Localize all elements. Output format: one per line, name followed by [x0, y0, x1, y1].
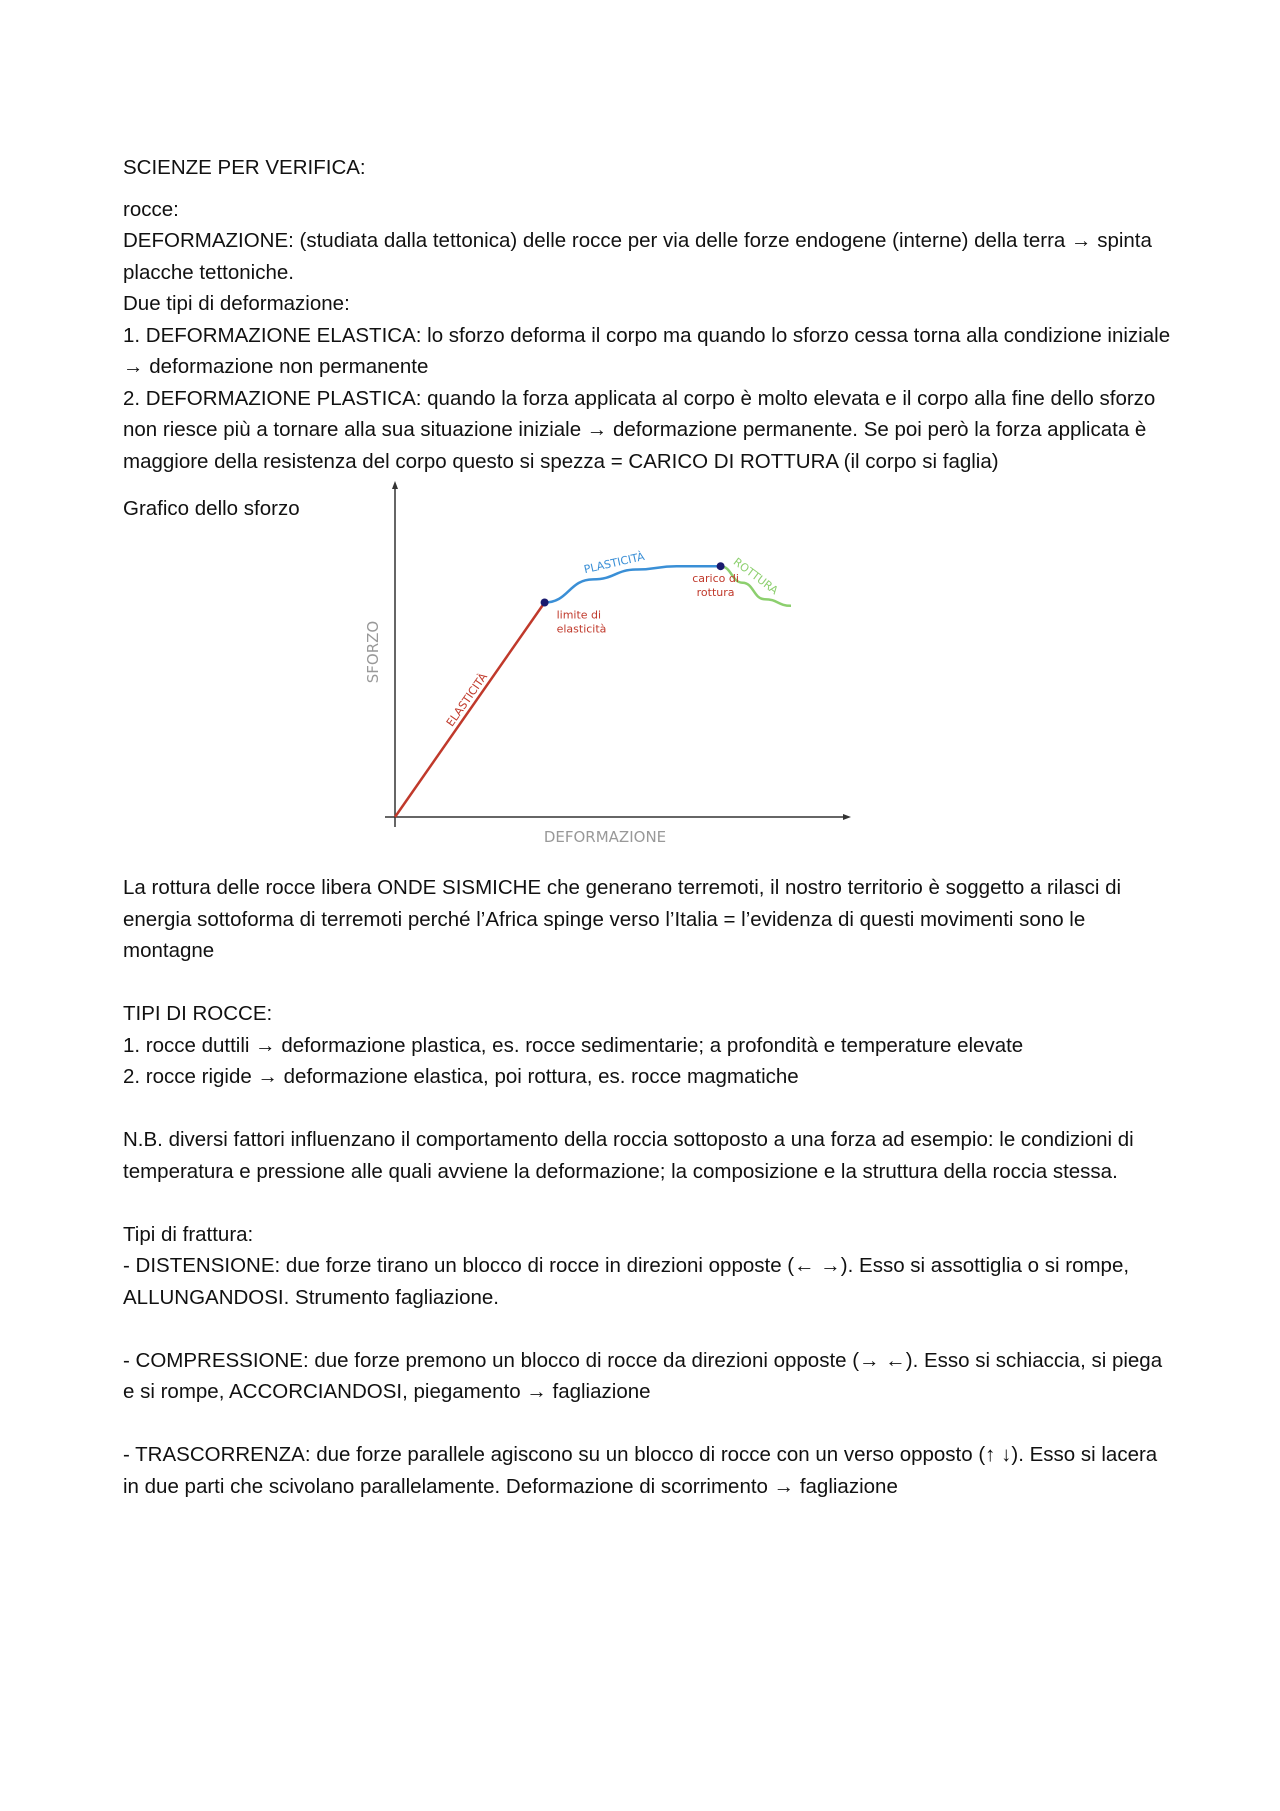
blank-line — [123, 967, 1173, 999]
list-item: 1. rocce duttili → deformazione plastica, es. rocce sedimentarie; a profondità e temperature elevate — [123, 1033, 1024, 1057]
paragraph: 1. DEFORMAZIONE ELASTICA: lo sforzo deforma il corpo ma quando lo sforzo cessa torna alla condizione iniziale → deformazione non permanente — [123, 323, 1171, 378]
document-title: SCIENZE PER VERIFICA: — [123, 156, 366, 179]
x-axis-arrow — [843, 814, 851, 820]
key-point-label-2: carico di — [692, 572, 739, 586]
paragraph: N.B. diversi fattori influenzano il comportamento della roccia sottoposto a una forza ad esempio: le condizioni di temperatura e pressione alle quali avviene la deformazione; la composizione e la struttura della roccia stessa. — [123, 1128, 1134, 1183]
paragraph: La rottura delle rocce libera ONDE SISMICHE che generano terremoti, il nostro territorio è soggetto a rilasci di energia sottoforma di terremoti perché l’Africa spinge verso l’Italia = l’evidenza di questi movimenti sono le montagne — [123, 876, 1122, 962]
list-item: - TRASCORRENZA: due forze parallele agiscono su un blocco di rocce con un verso opposto (↑ ↓). Esso si lacera in due parti che scivolano parallelamente. Deformazione di scorrimento → fagliazione — [123, 1443, 1158, 1498]
key-point-label-1: elasticità — [556, 622, 607, 636]
chart-caption: Grafico dello sforzo — [123, 497, 300, 520]
list-item: - COMPRESSIONE: due forze premono un blocco di rocce da direzioni opposte (→ ←). Esso si schiaccia, si piega e si rompe, ACCORCIANDOSI, piegamento → fagliazione — [123, 1348, 1163, 1403]
spacer — [123, 184, 1173, 194]
series-line-1 — [395, 603, 545, 818]
blank-line — [123, 1313, 1173, 1345]
paragraph: rocce: — [123, 197, 179, 221]
key-point-label-2: rottura — [696, 586, 735, 600]
section-heading: Tipi di frattura: — [123, 1222, 254, 1246]
series-layer — [395, 566, 791, 817]
blank-line — [123, 1408, 1173, 1440]
series-label-3: ROTTURA — [730, 555, 781, 598]
document-page — [123, 152, 1173, 1502]
x-axis-label: DEFORMAZIONE — [543, 828, 667, 846]
paragraph: 2. DEFORMAZIONE PLASTICA: quando la forza applicata al corpo è molto elevata e il corpo alla fine dello sforzo non riesce più a tornare alla sua situazione iniziale → deformazione permanente. Se poi però la forza applicata è maggiore della resistenza del corpo questo si spezza = CARICO DI ROTTURA (il corpo si faglia) — [123, 386, 1156, 473]
section-heading: TIPI DI ROCCE: — [123, 1002, 273, 1025]
blank-line — [123, 1187, 1173, 1219]
key-point-label-1: limite di — [556, 608, 602, 622]
paragraph: DEFORMAZIONE: (studiata dalla tettonica) delle rocce per via delle forze endogene (interne) della terra → spinta placche tettoniche. — [123, 229, 1152, 284]
blank-line — [123, 1093, 1173, 1125]
key-point-1 — [541, 599, 549, 607]
series-label-2: PLASTICITÀ — [582, 549, 646, 577]
stress-chart — [355, 467, 855, 852]
list-item: 2. rocce rigide → deformazione elastica, poi rottura, es. rocce magmatiche — [123, 1065, 799, 1088]
paragraph: Due tipi di deformazione: — [123, 292, 350, 315]
series-label-1: ELASTICITÀ — [443, 670, 491, 729]
y-axis-label: SFORZO — [364, 620, 382, 684]
chart-section — [123, 487, 1173, 872]
key-point-2 — [717, 562, 725, 570]
list-item: - DISTENSIONE: due forze tirano un blocco di rocce in direzioni opposte (← →). Esso si assottiglia o si rompe, ALLUNGANDOSI. Strumento fagliazione. — [123, 1254, 1130, 1309]
y-axis-arrow — [392, 481, 398, 489]
